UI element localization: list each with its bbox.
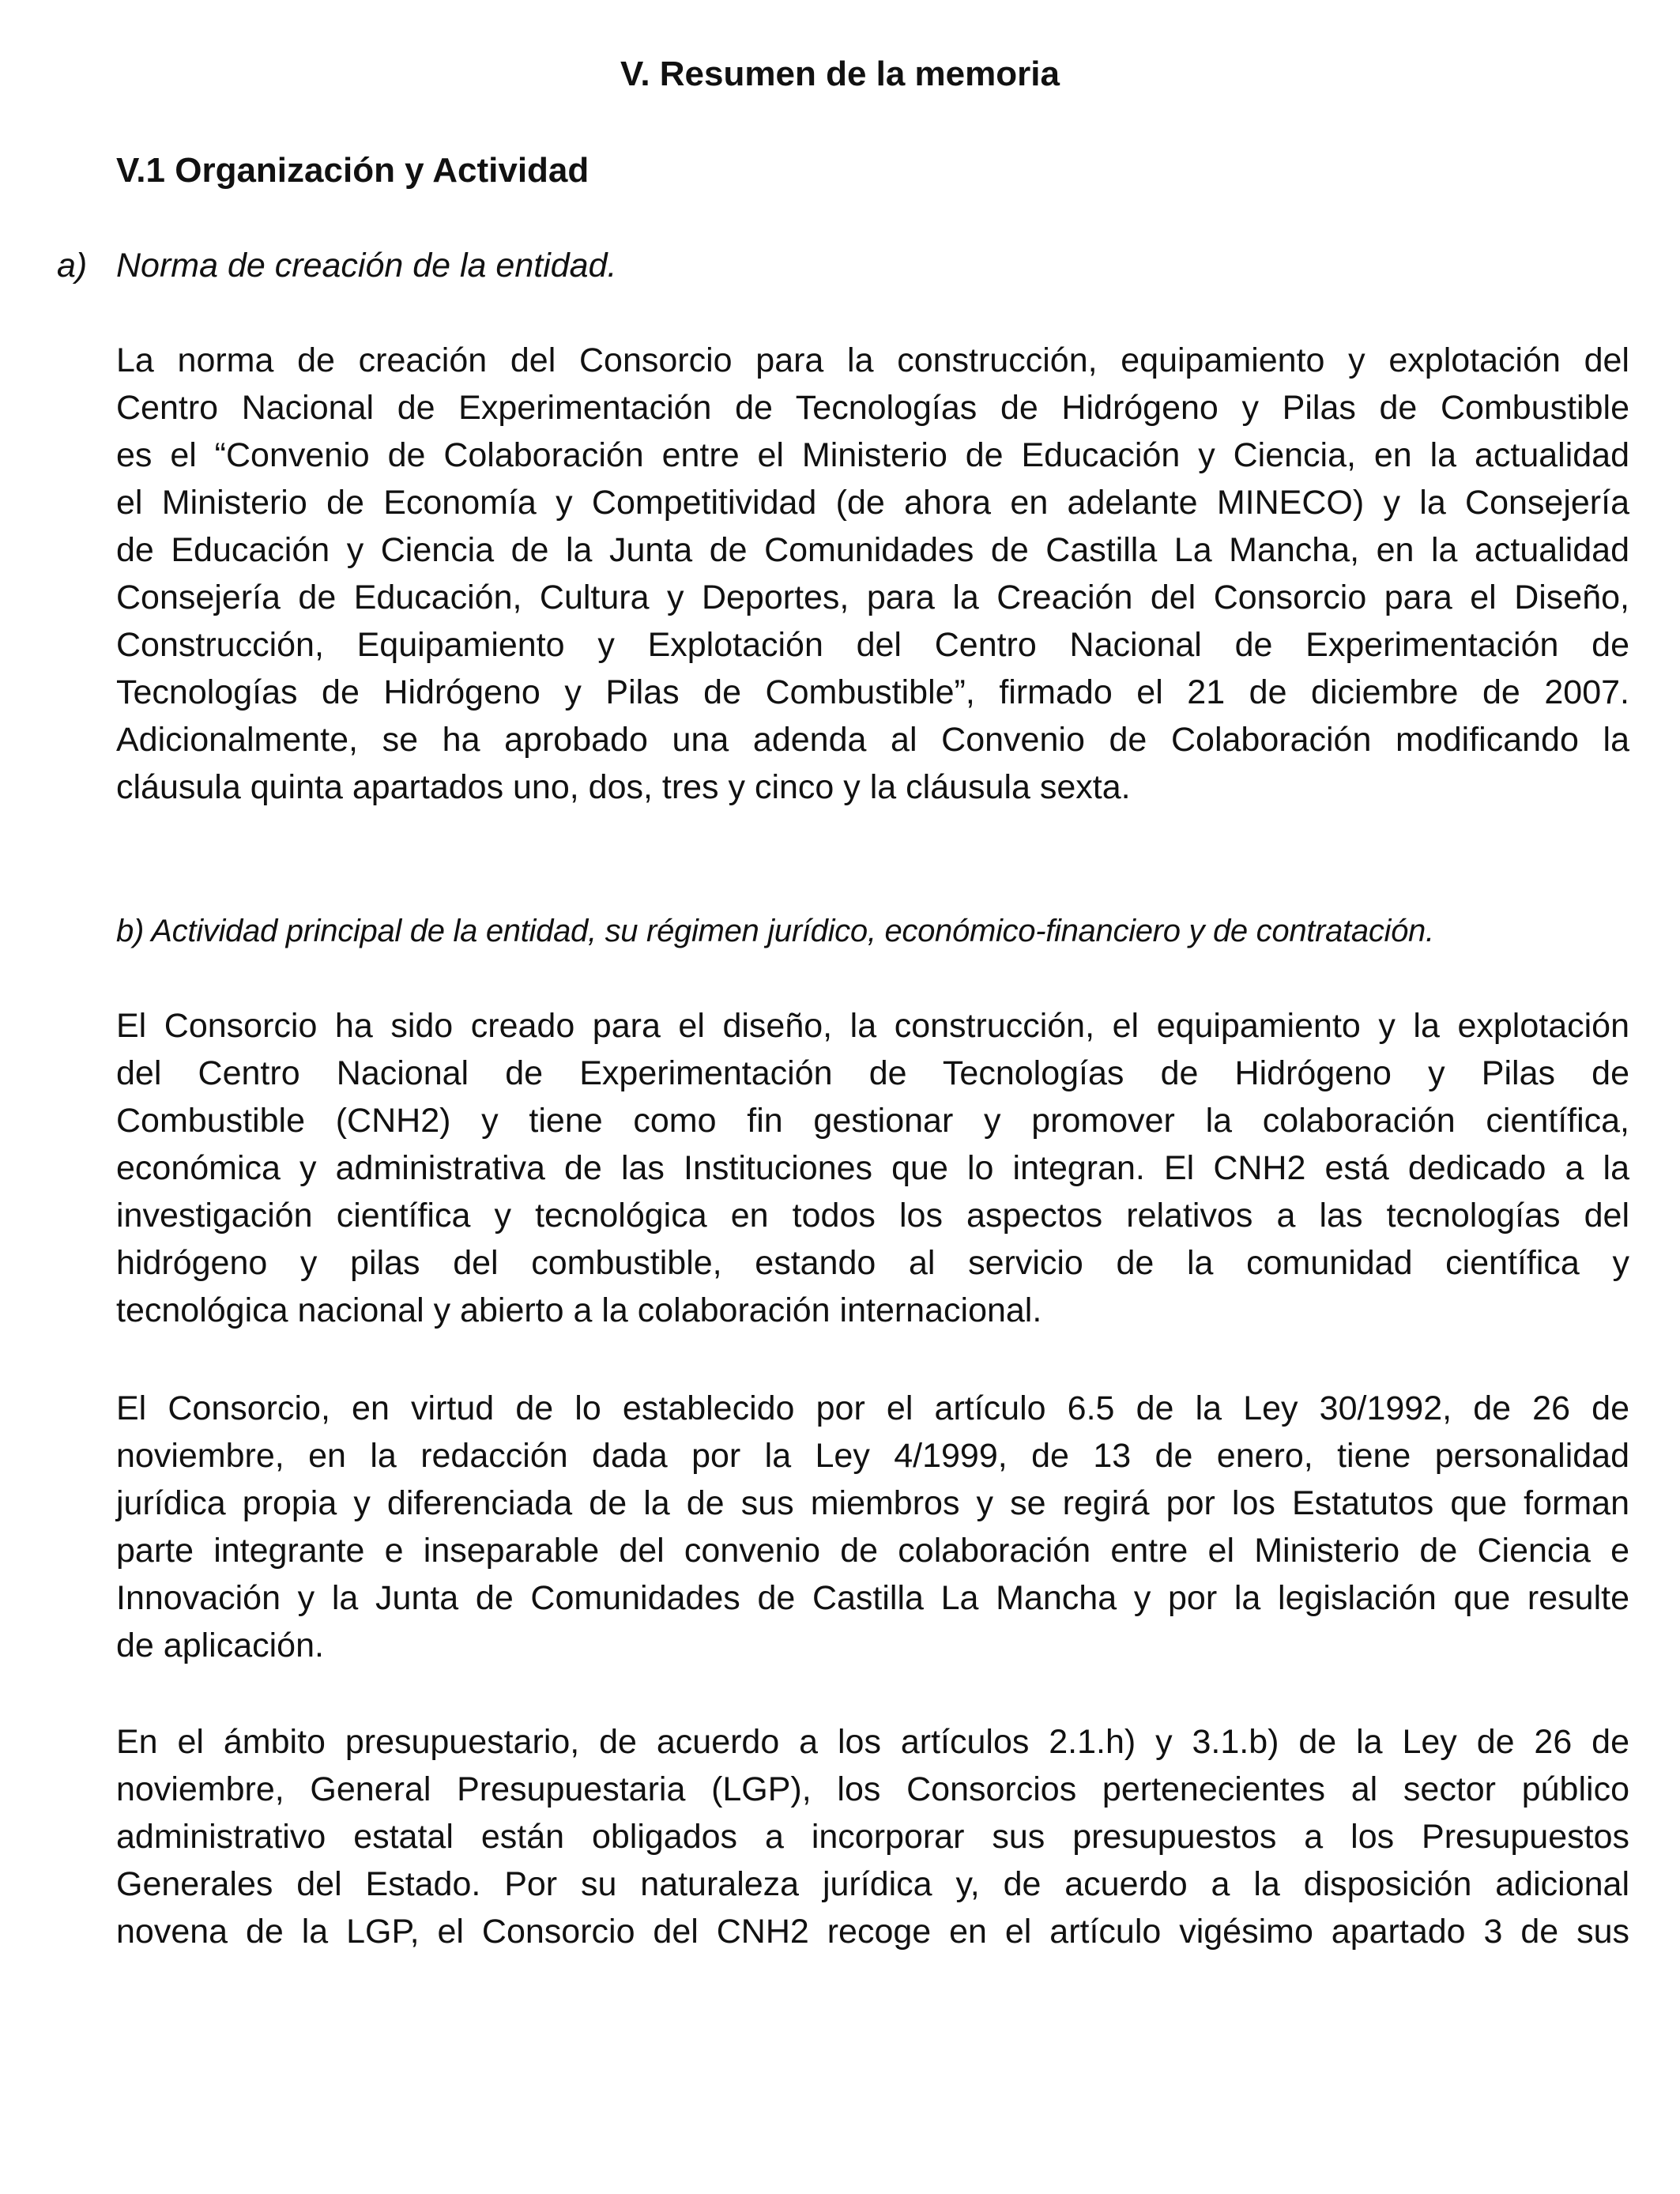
subsection-b-heading: b) Actividad principal de la entidad, su régimen jurídico, económico-financiero y de contratación. xyxy=(116,914,1434,948)
paragraph-line: hidrógeno y pilas del combustible, estando al servicio de la comunidad científica y xyxy=(116,1244,1629,1282)
paragraph-line: Innovación y la Junta de Comunidades de Castilla La Mancha y por la legislación que resulte xyxy=(116,1579,1629,1617)
subsection-a-title: Norma de creación de la entidad. xyxy=(116,247,617,285)
paragraph-line: La norma de creación del Consorcio para la construcción, equipamiento y explotación del xyxy=(116,341,1629,379)
paragraph-line: de aplicación. xyxy=(116,1627,324,1664)
paragraph-line: Consejería de Educación, Cultura y Deportes, para la Creación del Consorcio para el Diseño, xyxy=(116,579,1629,616)
paragraph-line: investigación científica y tecnológica en todos los aspectos relativos a las tecnologías del xyxy=(116,1197,1629,1235)
paragraph-line: administrativo estatal están obligados a incorporar sus presupuestos a los Presupuestos xyxy=(116,1818,1629,1856)
paragraph-line: noviembre, en la redacción dada por la Ley 4/1999, de 13 de enero, tiene personalidad xyxy=(116,1437,1629,1475)
paragraph-regimen-juridico xyxy=(116,1385,1629,1669)
paragraph-line: El Consorcio ha sido creado para el diseño, la construcción, el equipamiento y la explotación xyxy=(116,1007,1629,1045)
paragraph-line: económica y administrativa de las Instituciones que lo integran. El CNH2 está dedicado a la xyxy=(116,1149,1629,1187)
paragraph-line: Construcción, Equipamiento y Explotación del Centro Nacional de Experimentación de xyxy=(116,626,1629,664)
page-title: V. Resumen de la memoria xyxy=(620,55,1060,93)
paragraph-line: El Consorcio, en virtud de lo establecido por el artículo 6.5 de la Ley 30/1992, de 26 de xyxy=(116,1389,1629,1427)
paragraph-line: Adicionalmente, se ha aprobado una adenda al Convenio de Colaboración modificando la xyxy=(116,721,1629,759)
paragraph-line: noviembre, General Presupuestaria (LGP), los Consorcios pertenecientes al sector público xyxy=(116,1770,1629,1808)
subsection-a-marker: a) xyxy=(57,247,88,285)
paragraph-line: cláusula quinta apartados uno, dos, tres y cinco y la cláusula sexta. xyxy=(116,768,1131,806)
paragraph-norma-creacion xyxy=(116,337,1629,811)
paragraph-line: el Ministerio de Economía y Competitividad (de ahora en adelante MINECO) y la Consejería xyxy=(116,484,1629,522)
paragraph-presupuestario xyxy=(116,1718,1629,1955)
subsection-a-heading xyxy=(57,242,616,289)
paragraph-line: novena de la LGP, el Consorcio del CNH2 recoge en el artículo vigésimo apartado 3 de sus xyxy=(116,1913,1629,1951)
paragraph-line: Centro Nacional de Experimentación de Tecnologías de Hidrógeno y Pilas de Combustible xyxy=(116,389,1629,427)
paragraph-line: jurídica propia y diferenciada de la de sus miembros y se regirá por los Estatutos que forman xyxy=(116,1484,1629,1522)
paragraph-line: Generales del Estado. Por su naturaleza jurídica y, de acuerdo a la disposición adicional xyxy=(116,1865,1629,1903)
section-heading: V.1 Organización y Actividad xyxy=(116,151,590,190)
paragraph-line: Tecnologías de Hidrógeno y Pilas de Combustible”, firmado el 21 de diciembre de 2007. xyxy=(116,673,1629,711)
paragraph-line: parte integrante e inseparable del convenio de colaboración entre el Ministerio de Ciencia e xyxy=(116,1532,1629,1570)
paragraph-line: tecnológica nacional y abierto a la colaboración internacional. xyxy=(116,1291,1042,1329)
paragraph-line: Combustible (CNH2) y tiene como fin gestionar y promover la colaboración científica, xyxy=(116,1102,1629,1140)
paragraph-line: En el ámbito presupuestario, de acuerdo a los artículos 2.1.h) y 3.1.b) de la Ley de 26 de xyxy=(116,1723,1629,1761)
paragraph-line: del Centro Nacional de Experimentación de Tecnologías de Hidrógeno y Pilas de xyxy=(116,1054,1629,1092)
paragraph-line: es el “Convenio de Colaboración entre el Ministerio de Educación y Ciencia, en la actualidad xyxy=(116,436,1629,474)
paragraph-actividad xyxy=(116,1002,1629,1334)
paragraph-line: de Educación y Ciencia de la Junta de Comunidades de Castilla La Mancha, en la actualidad xyxy=(116,531,1629,569)
